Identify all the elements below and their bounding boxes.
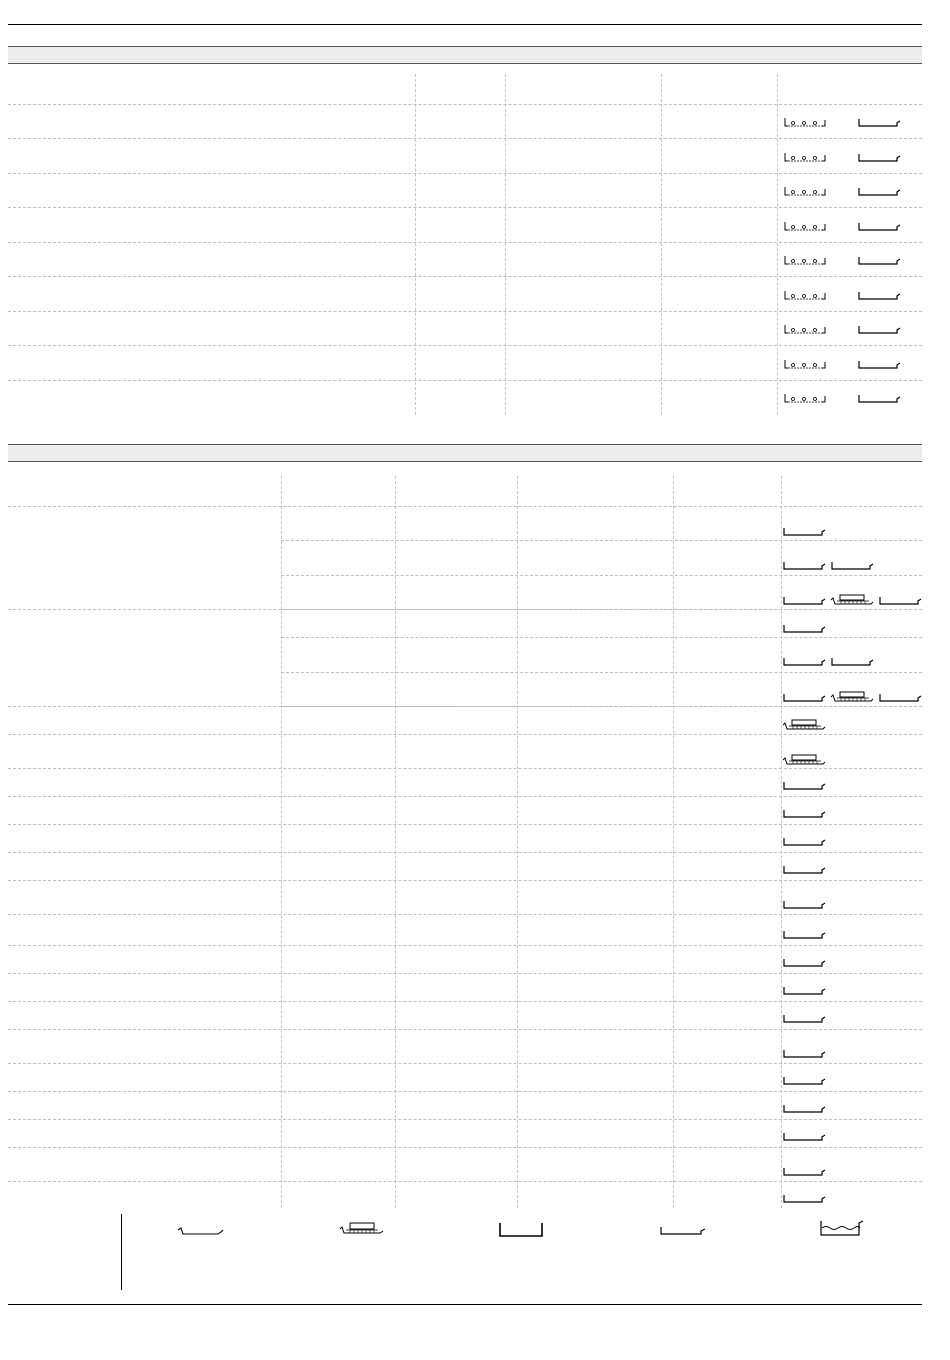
rack-with-pan-icon: [783, 754, 825, 766]
baking-tray-icon: [858, 222, 900, 232]
section2-header-row: [8, 470, 922, 507]
section1-header-row: [8, 72, 922, 105]
section1-table: [8, 72, 922, 417]
table-row: [8, 381, 922, 416]
table-row: [8, 797, 922, 825]
table-row: [8, 174, 922, 208]
table-row: [8, 346, 922, 381]
table-row: [281, 541, 922, 576]
baking-tray-icon: [879, 693, 921, 703]
baking-tray-icon: [783, 1167, 825, 1177]
table-row: [8, 208, 922, 243]
grill-rack-icon: [784, 187, 826, 197]
baking-tray-icon: [783, 986, 825, 996]
baking-tray-icon: [831, 657, 873, 667]
baking-tray-icon: [660, 1226, 706, 1238]
baking-tray-icon: [858, 118, 900, 128]
table-row: [8, 312, 922, 346]
table-row: [8, 1092, 922, 1120]
baking-tray-icon: [831, 561, 873, 571]
legend-divider: [121, 1214, 122, 1290]
baking-tray-icon: [858, 256, 900, 266]
baking-tray-icon: [783, 930, 825, 940]
baking-tray-icon: [783, 1014, 825, 1024]
table-row: [8, 1182, 922, 1210]
baking-tray-icon: [858, 325, 900, 335]
table-row: [8, 1002, 922, 1030]
grill-rack-icon: [784, 222, 826, 232]
baking-tray-icon: [879, 596, 921, 606]
table-row: [281, 610, 922, 638]
grill-rack-icon: [784, 153, 826, 163]
table-row: [8, 1120, 922, 1148]
baking-tray-icon: [858, 187, 900, 197]
baking-tray-icon: [783, 958, 825, 968]
rack-with-pan-icon: [831, 691, 873, 703]
bottom-rule: [8, 1304, 922, 1305]
table-row: [281, 638, 922, 673]
baking-tray-icon: [783, 1049, 825, 1059]
baking-tray-icon: [783, 624, 825, 634]
grill-rack-icon: [784, 394, 826, 404]
baking-tray-icon: [858, 394, 900, 404]
rack-with-pan-icon: [340, 1222, 384, 1236]
baking-tray-icon: [783, 865, 825, 875]
deep-pan-icon: [498, 1222, 544, 1238]
table-row: [8, 769, 922, 797]
table-row: [8, 853, 922, 881]
table-row: [8, 105, 922, 139]
baking-tray-icon: [783, 693, 825, 703]
baking-tray-icon: [783, 1132, 825, 1142]
table-row: [8, 139, 922, 174]
table-row: [8, 881, 922, 915]
baking-tray-icon: [858, 360, 900, 370]
grill-rack-icon: [784, 325, 826, 335]
table-row: [8, 946, 922, 974]
baking-tray-icon: [783, 781, 825, 791]
table-row: [8, 825, 922, 853]
water-tray-icon: [818, 1220, 864, 1238]
table-row: [281, 576, 922, 610]
section1-header-band: [8, 46, 922, 64]
baking-tray-icon: [783, 1194, 825, 1204]
baking-tray-icon: [783, 809, 825, 819]
accessory-legend: [8, 1212, 922, 1292]
baking-tray-icon: [783, 596, 825, 606]
table-row: [8, 915, 922, 946]
baking-tray-icon: [858, 291, 900, 301]
baking-tray-icon: [783, 900, 825, 910]
table-row: [8, 1030, 922, 1064]
baking-tray-icon: [783, 561, 825, 571]
baking-tray-icon: [783, 1104, 825, 1114]
grill-rack-icon: [784, 256, 826, 266]
baking-tray-icon: [783, 1076, 825, 1086]
grill-rack-icon: [784, 291, 826, 301]
top-rule: [8, 24, 922, 25]
table-row: [8, 277, 922, 312]
table-row: [8, 243, 922, 277]
grill-rack-icon: [784, 118, 826, 128]
table-row: [281, 507, 922, 541]
grill-rack-icon: [784, 360, 826, 370]
section2-table: [8, 470, 922, 1210]
table-row: [8, 707, 922, 735]
baking-tray-icon: [783, 837, 825, 847]
table-row: [8, 735, 922, 769]
rack-with-pan-icon: [831, 594, 873, 606]
baking-tray-icon: [783, 657, 825, 667]
baking-tray-icon: [783, 527, 825, 537]
table-row: [8, 1064, 922, 1092]
table-row: [8, 974, 922, 1002]
section2-header-band: [8, 444, 922, 462]
table-row: [8, 1148, 922, 1182]
wire-shelf-icon: [178, 1226, 224, 1238]
table-row: [281, 673, 922, 707]
rack-with-pan-icon: [783, 719, 825, 731]
baking-tray-icon: [858, 153, 900, 163]
